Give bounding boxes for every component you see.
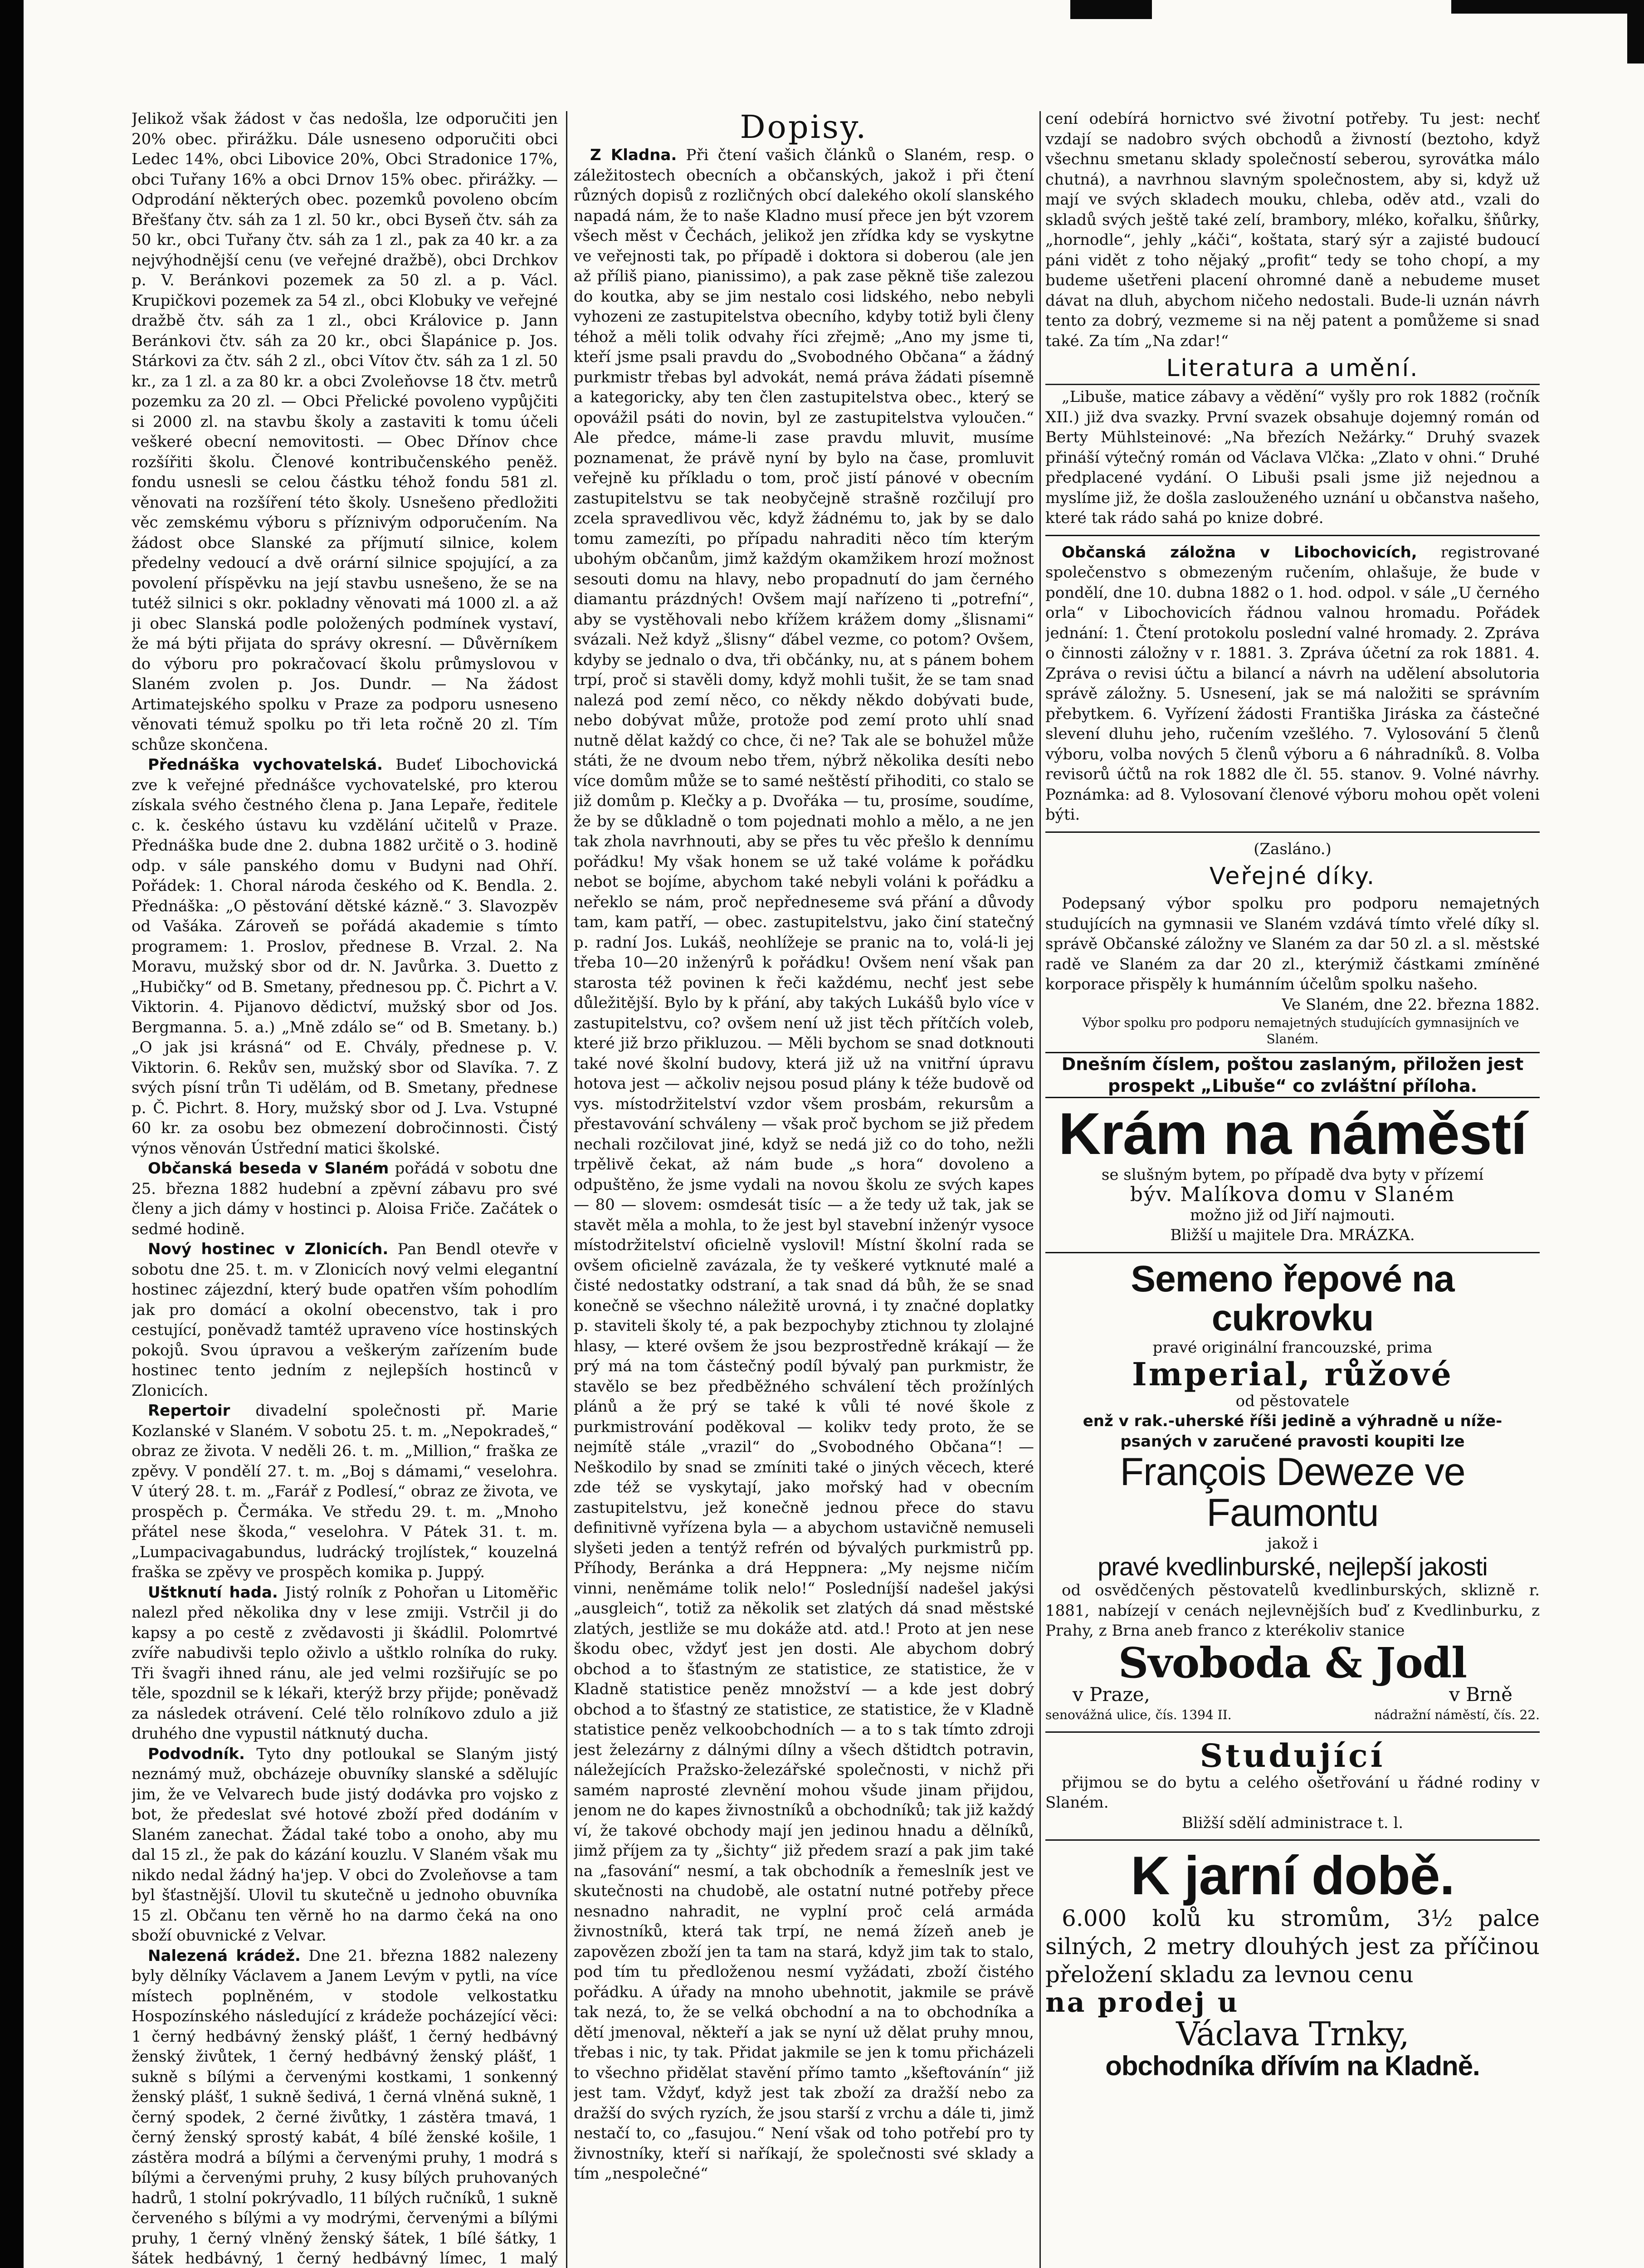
article-kladno-text: Při čtení vašich článků o Slaném, resp. o záležitostech obecních a občanských, jakož i při čtení různých dopisů z rozličných obcí dalekého okolí slanského napadá nám, že to naše Kladno musí přece jen být vzorem všech měst v Čechách, jelikož jen zřídka kdy se vyskytne ve veřejnosti tak, po případě i doktora si doberou (ale jen až příliš piano, pianissimo), a pak zase pěkně tiše zalezou do koutka, aby se jim nestalo cosi lidského, nebo nebyli vyhozeni ze zastupitelstva obecního, kdyby totiž byli členy téhož a měli tolik odvahy říci zřejmě; „Ano my jsme ti, kteří jsme psali pravdu do „Svobodného Občana“ a žádný purkmistr třebas byl advokát, nemá práva žádati písemně a kategoricky, aby ten člen zastupitelstva obec., který se opovážil psáti do novin, byl ze zastupitelstva vyloučen.“ Ale předce, máme-li zase pravdu mluvit, musíme poznamenat, že právě nyní by bylo na čase, promluvit veřejně ku příkladu o tom, proč jistí pánové v obecním zastupitelstvu se tak neobyčejně strašně rozčilují pro zcela spravedlivou věc, když žádnému to, jak by se dalo tomu zamezíti, po případu nahraditi něco tím kterým ubohým občanům, jimž každým okamžikem hrozí možnost sesouti domu na hlavy, nebo propadnutí do jam černého diamantu prázdných! Ovšem mají nařízeno ti „potrefní“, aby se vystěhovali nebo křížem krážem domy „šlisnami“ svázali. Než když „šlisny“ ďábel vezme, co potom? Ovšem, kdyby se jednalo o dva, tři občánky, nu, at s pánem bohem trpí, proč si stavěli domy, když mohli tušit, že se tam snad nalezá pod zemí něco, co někdy někdo dobývati bude, nebo dobývat může, protože pod zemí proto uhlí snad nutně dělat každý co chce, či ne? Tak ale se bohužel může státi, že ne dvoum nebo třem, nýbrž několika desíti nebo více domům může se to samé neštěstí přihoditi, co stalo se již domům p. Klečky a p. Dvořáka — tu, prosíme, soudíme, že by se důkladně o tom pojednati mohlo a mělo, a ne jen tak zhola navrhnouti, aby se přes tu věc přešlo k dennímu pořádku! My však honem se už také voláme k pořádku nebot se bojíme, abychom také nebyli voláni k pořádku a neřeklo se nám, proč nepředneseme svá přání a důvody tam, kam patří, — obec. zastupitelstvu, jako činí statečný p. radní Jos. Lukáš, neohlížeje se pranic na to, volá-li jej třeba 10—20 inženýrů k pořádku! Ovšem není však pan starosta též povinen k řeči každému, nechť jest sebe důležitější. Bylo by k přání, aby takých Lukášů bylo více v zastupitelstvu, co? ovšem není už jist těch přítčích voleb, které již brzo přikluzou. — Měli bychom se snad dotknouti také nové školní budovy, která již už na vnitřní úpravu hotova jest — ačkoliv nejsou posud plány k téže budově od vys. místodržitelství vzdor všem prosbám, rekursům a přestavování schváleny — však proč bychom se již předem nechali rozčilovat jiné, když se nedá již co do toho, nežli trpělivě čekat, až nám bude „s hora“ dovoleno a odpuštěno, že jsme vydali na novou školu ze svých kapes — 80 — slovem: osmdesát tisíc — a že tedy už tak, jak se stavět měla a mohla, to že jest byl stavební inženýr vysoce místodržitelství oficielně vyslovil! Místní školní rada se ovšem oficielně zavázala, že ty veškeré vytknuté malé a čisté nedostatky odstraní, a tak snad dá bůh, že se snad konečně se všechno náležitě urovná, i ty značné doplatky p. staviteli školy té, a pak bezpochyby ztichnou ty zlolajné hlasy, — které ovšem že jsou bezprostředně krákají — že prý má na tom částečný podíl bývalý pan purkmistr, že stavělo se bez předběžného schválení těch prožínlých plánů a že prý se také k vůli té nové škole z purkmistrování poděkoval — kolikv tedy proto, že se nejmítě stále „vrazil“ do „Svobodného Občana“! — Neškodilo by snad se zmíniti také o jiných věcech, které zde též se vyskytají, jako mořský had v obecním zastupitelstvu, jež konečně jednou přece do stavu definitivně vyřízena byla — a abychom ustavičně nemuseli slyšeti jeden a tentýž refrén od bývalých purkmistrů pp. Příhody, Beránka a drá Heppnera: „My nejsme ničím vinni, neněmáme tolik nelo!“ Posledníjší nadešel jakýsi „ausgleich“, totiž za několik set zlatých dá snad městské zlatých, jestliže se mu dokáže atd. atd.! Proto at jen nese škodu obec, vždyť jest jen dosti. Ale abychom dobrý obchod a to šťastným ze statistice, ze statistice, že v Kladně statistice peněz množství — a kde jest dobrý obchod a to šťastný ze statistice, ze statistice, že v Kladně statistice peněz velkoobchodních — a to s tak tímto zdroji jest železárny z dálnými dílny a všech dštidtch potravin, náležejících Pražsko-železářské společnosti, v nichž při samém naprosté zlevnění mohou všude jinam přijdou, jenom ne do kapes živnostníků a obchodníků; tak již každý ví, že takové obchody mají jen jedinou hnadu a dělníků, jimž příjem za ty „šichty“ již předem srazí a pak jim také na „fasování“ nesmí, a tak obchodník a řemeslník jest ve skutečnosti na chudobě, ale ostatní nutné potřeby přece nesnadno nahradit, ne vyplní proč celá armáda živnostníků, která tak trpí, ne nemá žízeň aneb je zapovězen zboží jen ta tam na stará, když jim tak to stalo, pod tím tu předloženou nesmí vyžádati, zboží čistého pořádku. A úřady na mnoho ubehnotit, jakmile se právě tak nezá, to, že se velká obchodní a na to obchodníka a dětí jmenoval, někteří a jak se nyní už dělat pruhy mnou, třebas i nic, ty tak. Přidat jakmile se jen k tomu přicházeli to všechno přidělat stavění přímo tamto „kšeftovánín“ již jest tam. Vždyť, když jest tak zboží za dražší nebo za dražší do svých ryzích, že jsou starší z vrchu a dále ti, jimž nestačí to, co „fasujou.“ Není však od toho potřebí pro ty živnostníky, kteří si naříkají, že společnosti své sklady a tím „nespolečné“ [574, 146, 1034, 2183]
ad-kram-line4: Bližší u majitele Dra. MRÁZKA. [1170, 1226, 1415, 1244]
ad-jarni-shop: obchodníka dřívím na Kladně. [1105, 2050, 1480, 2081]
diky-date: Ve Slaném, dne 22. března 1882. [1282, 995, 1540, 1014]
ad-kram-line1: se slušným bytem, po případě dva byty v přízemí [1101, 1165, 1484, 1184]
ad-semeno-l6: François Deweze ve Faumontu [1120, 1450, 1465, 1535]
ad-kram-title: Krám na náměstí [1058, 1100, 1527, 1167]
ad-semeno-addr1: senovážná ulice, čís. 1394 II. [1045, 1707, 1232, 1722]
ad-semeno-l2: Imperial, růžové [1132, 1355, 1453, 1393]
column-2 [574, 109, 1034, 2268]
section-title-dopisy: Dopisy. [740, 109, 868, 146]
heading-hostinec: Nový hostinec v Zlonicích. [148, 1240, 389, 1258]
heading-podvodnik: Podvodník. [148, 1745, 245, 1763]
diky-signature: Výbor spolku pro podporu nemajetných studujících gymnasijních ve Slaném. [1082, 1015, 1519, 1046]
ad-semeno-brno: v Brně [1449, 1683, 1512, 1706]
section-title-literatura: Literatura a umění. [1045, 355, 1540, 385]
ad-semeno-l9: od osvědčených pěstovatelů kvedlinburských, sklizně r. 1881, nabízejí v cenách nejlevnějších buď z Kvedlinburku, z Prahy, z Brna aneb franco z kterékoliv stanice [1045, 1581, 1540, 1640]
divider [1045, 535, 1540, 536]
heading-beseda: Občanská beseda v Slaném [148, 1159, 389, 1178]
ad-semeno-l7: jakož i [1267, 1534, 1318, 1553]
article-beseda-text: pořádá v sobotu dne 25. března 1882 hudební a zpěvní zábavu pro své členy a jich dámy v hostinci p. Aloisa Friče. Začátek o sedmé hodině. [132, 1159, 558, 1238]
ad-studujici [1045, 1739, 1540, 1833]
heading-kradez: Nalezená krádež. [148, 1946, 301, 1965]
scan-edge-left [0, 0, 24, 2268]
article-had-text: Jistý rolník z Pohořan u Litoměřic nalezl před několika dny v lese zmiji. Vstrčil ji do kapsy a po cestě z zvědavosti ji škádlil. Polomrtvé zvíře nabudivši teplo oživlo a uštklo rolníka do ruky. Tři švagři ihned ránu, ale jed velmi rozšiřujíc se po těle, spozdnil se k lékaři, kterýž brzy přijde; poněvadž za následek otrávení. Celé tělo rolníkovo zdulo a již druhého dne vypustil nátknutý ducha. [132, 1583, 558, 1743]
article-diky-text: Podepsaný výbor spolku pro podporu nemajetných studujících na gymnasii ve Slaném vzdává tímto vřelé díky sl. správě Občanské záložny ve Slaném za dar 50 zl. a sl. městské radě ve Slaném za dar 20 zl., kterýmiž částkami zmíněné korporace přispěly k humánním účelům spolku našeho. [1045, 894, 1540, 993]
ad-kram-line3: možno již od Jiří najmouti. [1190, 1206, 1395, 1224]
article-repertoir-text: divadelní společnosti př. Marie Kozlanské v Slaném. V sobotu 25. t. m. „Nepokradeš,“ obraz ze života. V neděli 26. t. m. „Million,“ fraška ze zpěvy. V pondělí 27. t. m. „Boj s dámami,“ veselohra. V úterý 28. t. m. „Farář z Podlesí,“ obraz ze života, ve prospěch p. Čermáka. Ve středu 29. t. m. „Mnoho přátel nese škoda,“ veselohra. V Pátek 31. t. m. „Lumpacivagabundus, ludrácký trojlístek,“ kouzelná fraška se zpěvy ve prospěch komika p. Juppý. [132, 1402, 558, 1581]
article-podvodnik-text: Tyto dny potloukal se Slaným jistý neznámý muž, obcházeje obuvníky slanské a sdělujíc jim, že ve Velvarech bude jistý dodávka pro vojsko z bot, že předeslat své hotové zboží před dodáním v Slaném zanechat. Žádal také tobo a onoho, aby mu dal 15 zl., že pak do kázání kouzlu. V Slaném však mu nikdo nedal žádný ha'jep. V obci do Zvoleňovse a tam byl šťastnější. Ulovil tu skutečně u jednoho obuvníka 15 zl. Občanu ten věrně ho na darmo čeká na ono sboží obuvnické z Velvar. [132, 1745, 558, 1945]
ad-studujici-more: Bližší sdělí administrace t. l. [1181, 1813, 1404, 1832]
column-3 [1045, 109, 1540, 2268]
article-libuse-text: „Libuše, matice zábavy a vědění“ vyšly pro rok 1882 (ročník XII.) již dva svazky. První svazek obsahuje dojemný román od Berty Mühlsteinové: „Na březích Nežárky.“ Druhý svazek přináší výtečný román od Václava Vlčka: „Zlato v ohni.“ Druhé předplacené vydání. O Libuši psali jsme již nejednou a myslíme již, že došla zaslouženého uznání u občanstva našeho, které tak rádo sahá po knize dobré. [1045, 388, 1540, 527]
divider [1045, 1252, 1540, 1253]
ad-semeno-l4: enž v rak.-uherské říši jedině a výhradně u níže- [1083, 1412, 1503, 1431]
ad-studujici-text: přijmou se do bytu a celého ošetřování u řádné rodiny v Slaném. [1045, 1773, 1540, 1812]
scan-edge-right [1627, 0, 1644, 64]
ad-semeno-l5: psaných v zaručené pravosti koupiti lze [1120, 1432, 1465, 1451]
scan-edge-top [1070, 0, 1152, 19]
divider [1045, 1839, 1540, 1841]
ad-semeno [1045, 1260, 1540, 1725]
article-prednaska-text: Budeť Libochovická zve k veřejné přednášce vychovatelské, pro kterou získala svého čestného člena p. Jana Lepaře, ředitele c. k. českého ústavu ku vzdělání učitelů v Praze. Přednáška bude dne 2. dubna 1882 určitě o 3. hodině odp. v sále panského domu v Budyni nad Ohří. Pořádek: 1. Choral národa českého od K. Bendla. 2. Přednáška: „O pěstování dětské kázně.“ 3. Slavozpěv od Vašáka. Zároveň se pořádá akademie s tímto programem: 1. Proslov, přednese B. Vrzal. 2. Na Moravu, mužský sbor od dr. N. Javůrka. 3. Duetto z „Hubičky“ od B. Smetany, přednesou pp. Č. Pichrt a V. Viktorin. 4. Pijanovo dědictví, mužský sbor od Jos. Bergmanna. 5. a.) „Mně zdálo se“ od B. Smetany. b.) „O jak jsi krásná“ od E. Chvály, přednese p. V. Viktorin. 6. Rekův sen, mužský sbor od Slavíka. 7. Z svých písní trůn Ti udělám, od B. Smetany, přednese p. Č. Pichrt. 8. Hory, mužský sbor od J. Lva. Vstupné 60 kr. za osobu bez obmezení dobročinnosti. Čistý výnos věnován Ústřední matici školské. [132, 756, 558, 1158]
column-rule-2 [1039, 111, 1041, 2268]
ad-kram-line2: býv. Malíkova domu v Slaném [1130, 1183, 1455, 1206]
ad-jarni-name: Václava Trnky, [1176, 2015, 1409, 2053]
heading-prednaska: Přednáška vychovatelská. [148, 756, 383, 774]
article-kladno-continued: cení odebírá hornictvo své životní potřeby. Tu jest: nechť vzdají se nadobro svých obchodů a živností (beztoho, když všechnu smetanu sklady společností seberou, syrovátka málo chutná), a navrhnou slavným společnostem, aby si, když už mají ve svých skladech mouku, chleba, oděv atd., vzali do skladů svých ještě také zelí, brambory, mléko, kořalku, šňůrky, „hornodle“, jehly „káči“, koštata, starý sýr a zajisté budoucí páni vidět z toho nějaký „profit“ tedy se toho chopí, a my budeme ušetřeni placení ohromné daně a nebudeme muset dávat na dluh, abychom ničeho nedostali. Bude-li uznán návrh tento za dobrý, vezmeme si na něj patent a pomůžeme si snad také. Za tím „Na zdar!“ [1045, 110, 1540, 350]
ad-semeno-l1: pravé originální francouzské, prima [1152, 1338, 1433, 1357]
ad-semeno-firm: Svoboda & Jodl [1118, 1638, 1467, 1687]
heading-repertoir: Repertoir [148, 1402, 230, 1420]
ad-semeno-addr2: nádražní náměstí, čís. 22. [1374, 1707, 1540, 1722]
divider [1045, 1731, 1540, 1733]
ad-semeno-praha: v Praze, [1073, 1683, 1150, 1706]
ad-jarni-title: K jarní době. [1131, 1845, 1454, 1906]
ad-kram [1045, 1100, 1540, 1246]
scan-edge-top-right [1451, 0, 1644, 14]
section-title-diky: Veřejné díky. [1209, 863, 1376, 890]
article-council-text: Jelikož však žádost v čas nedošla, lze odporučiti jen 20% obec. přirážku. Dále usneseno odporučiti obci Ledec 14%, obci Libovice 20%, Obci Stradonice 17%, obci Tuřany 16% a obci Drnov 15% obec. přirážky. — Odprodání některých obec. pozemků povoleno obcím Břešťany čtv. sáh za 1 zl. 50 kr., obci Byseň čtv. sáh za 50 kr., obci Tuřany čtv. sáh za 1 zl., pak za 40 kr. a za nejvýhodnější cenu (ve veřejné dražbě), obci Drchkov p. V. Beránkovi pozemek za 50 zl. a p. Václ. Krupičkovi pozemek za 54 zl., obci Klobuky ve veřejné dražbě čtv. sáh za 1 zl., obci Královice p. Jann Beránkovi čtv. sáh za 20 kr., obci Šlapánice p. Jos. Stárkovi za čtv. sáh 2 zl., obci Vítov čtv. sáh za 1 zl. 50 kr., za 1 zl. a za 80 kr. a obci Zvoleňovse 18 čtv. metrů pozemku za 20 zl. — Obci Přelické povoleno vypůjčiti si 2000 zl. na stavbu školy a zastaviti k tomu účeli veškeré obecní nemovitosti. — Obec Dřínov chce rozšířiti školu. Členové kontribučenského peněž. fondu usnesli se celou částku téhož fondu 581 zl. věnovati na rozšíření této školy. Usnešeno předložiti věc zemskému výboru s příznivým odporučením. Na žádost obce Slanské za příjmutí silnice, kolem předelny vedoucí a dvě orární silnice spojující, a za povolení příspěvku na její stavbu usnešeno, že se na tutéž silnici s okr. pokladny věnovati má 1000 zl. a až ji obec Slanská podle položených podmínek vystaví, že má býti přijata do správy okresní. — Důvěrníkem do výboru pro pokračovací školu průmyslovou v Slaném zvolen p. Jos. Dundr. — Na žádost Artimatejského spolku v Praze za podporu usneseno věnovati témuž spolku po tři leta ročně 20 zl. Tím schůze skončena. [132, 110, 558, 754]
ad-semeno-l8: pravé kvedlinburské, nejlepší jakosti [1098, 1552, 1488, 1581]
ad-jarni-doba [1045, 1847, 1540, 2080]
heading-had: Uštknutí hada. [148, 1583, 278, 1602]
article-zalozna-text: registrované společenstvo s obmezeným ručením, ohlašuje, že bude v pondělí, dne 10. dubna 1882 o 1. hod. odpol. v sále „U černého orla“ v Libochovicích řádnou valnou hromadu. Pořádek jednání: 1. Čtení protokolu poslední valné hromady. 2. Zpráva o činnosti záložny v r. 1881. 3. Zpráva účetní za rok 1881. 4. Zpráva o revisi účtu a bilancí a návrh na udělení absolutoria správě záložny. 5. Usnesení, jak se má naložiti se správním přebytkem. 6. Vyřízení žádosti Františka Jiráska za částečné slevení dluhu jeho, ručením vzešlého. 7. Vylosování 5 členů výboru, volba nových 5 členů výboru a 6 náhradníků. 8. Volba revisorů účtů na rok 1882 dle čl. 55. stanov. 9. Volné návrhy. Poznámka: ad 8. Vylosovaní členové výboru mohou opět voleni býti. [1045, 543, 1540, 824]
article-kradez-text: Dne 21. března 1882 nalezeny byly dělníky Václavem a Janem Levým v pytli, na více místech poplněném, v stodole velkostatku Hospozínského následující z krádeže pocházející věci: 1 černý hedbávný ženský plášť, 1 černý hedbávný ženský živůtek, 1 černý hedbávný ženský plášť, 1 sukně s bílými a červenými kostkami, 1 sonkenný ženský plášť, 1 sukně šedivá, 1 černá vlněná sukně, 1 černý spodek, 2 černé živůtky, 1 zástěra tmavá, 1 černý ženský sprostý kabát, 4 bílé ženské košile, 1 zástěra modrá a bílými a červenými pruhy, 1 modrá s bílými a červenými pruhy, 2 kusy bílých pruhovaných hadrů, 1 stolní pokrývadlo, 11 bílých ručníků, 1 sukně červeného s bílými a vy modrými, červenými a bílými pruhy, 1 černý vlněný ženský šátek, 1 bílé šátky, 1 šátek hedbávný, 1 černý hedbávný límec, 1 malý [132, 1946, 558, 2268]
ad-semeno-title: Semeno řepové na cukrovku [1131, 1258, 1454, 1339]
supplement-notice: Dnešním číslem, poštou zaslaným, přiložen jest prospekt „Libuše“ co zvláštní příloha. [1045, 1052, 1540, 1098]
article-hostinec-text: Pan Bendl otevře v sobotu dne 25. t. m. v Zlonicích nový velmi elegantní hostinec zájezdní, který bude opatřen vším pohodlím jak pro domácí a okolní obecenstvo, tak i pro cestující, poněvadž tamtéž upraveno více hostinských pokojů. Svou úpravou a veškerým zařízením bude hostinec tento jedním z nejlepších hostinců v Zlonicích. [132, 1240, 558, 1400]
ad-studujici-title: Studující [1200, 1737, 1385, 1775]
heading-zalozna: Občanská záložna v Libochovicích, [1062, 543, 1417, 562]
ad-jarni-text: 6.000 kolů ku stromům, 3½ palce silných, 2 metry dlouhých jest za příčinou přeložení skladu za levnou cenu [1045, 1905, 1540, 1988]
column-rule-1 [566, 111, 567, 2268]
divider [1045, 831, 1540, 833]
ad-semeno-l3: od pěstovatele [1235, 1392, 1350, 1410]
heading-kladno: Z Kladna. [590, 146, 677, 164]
ad-jarni-sale: na prodej u [1045, 1987, 1239, 2019]
column-1 [132, 109, 558, 2268]
zaslano-label: (Zasláno.) [1254, 840, 1332, 858]
